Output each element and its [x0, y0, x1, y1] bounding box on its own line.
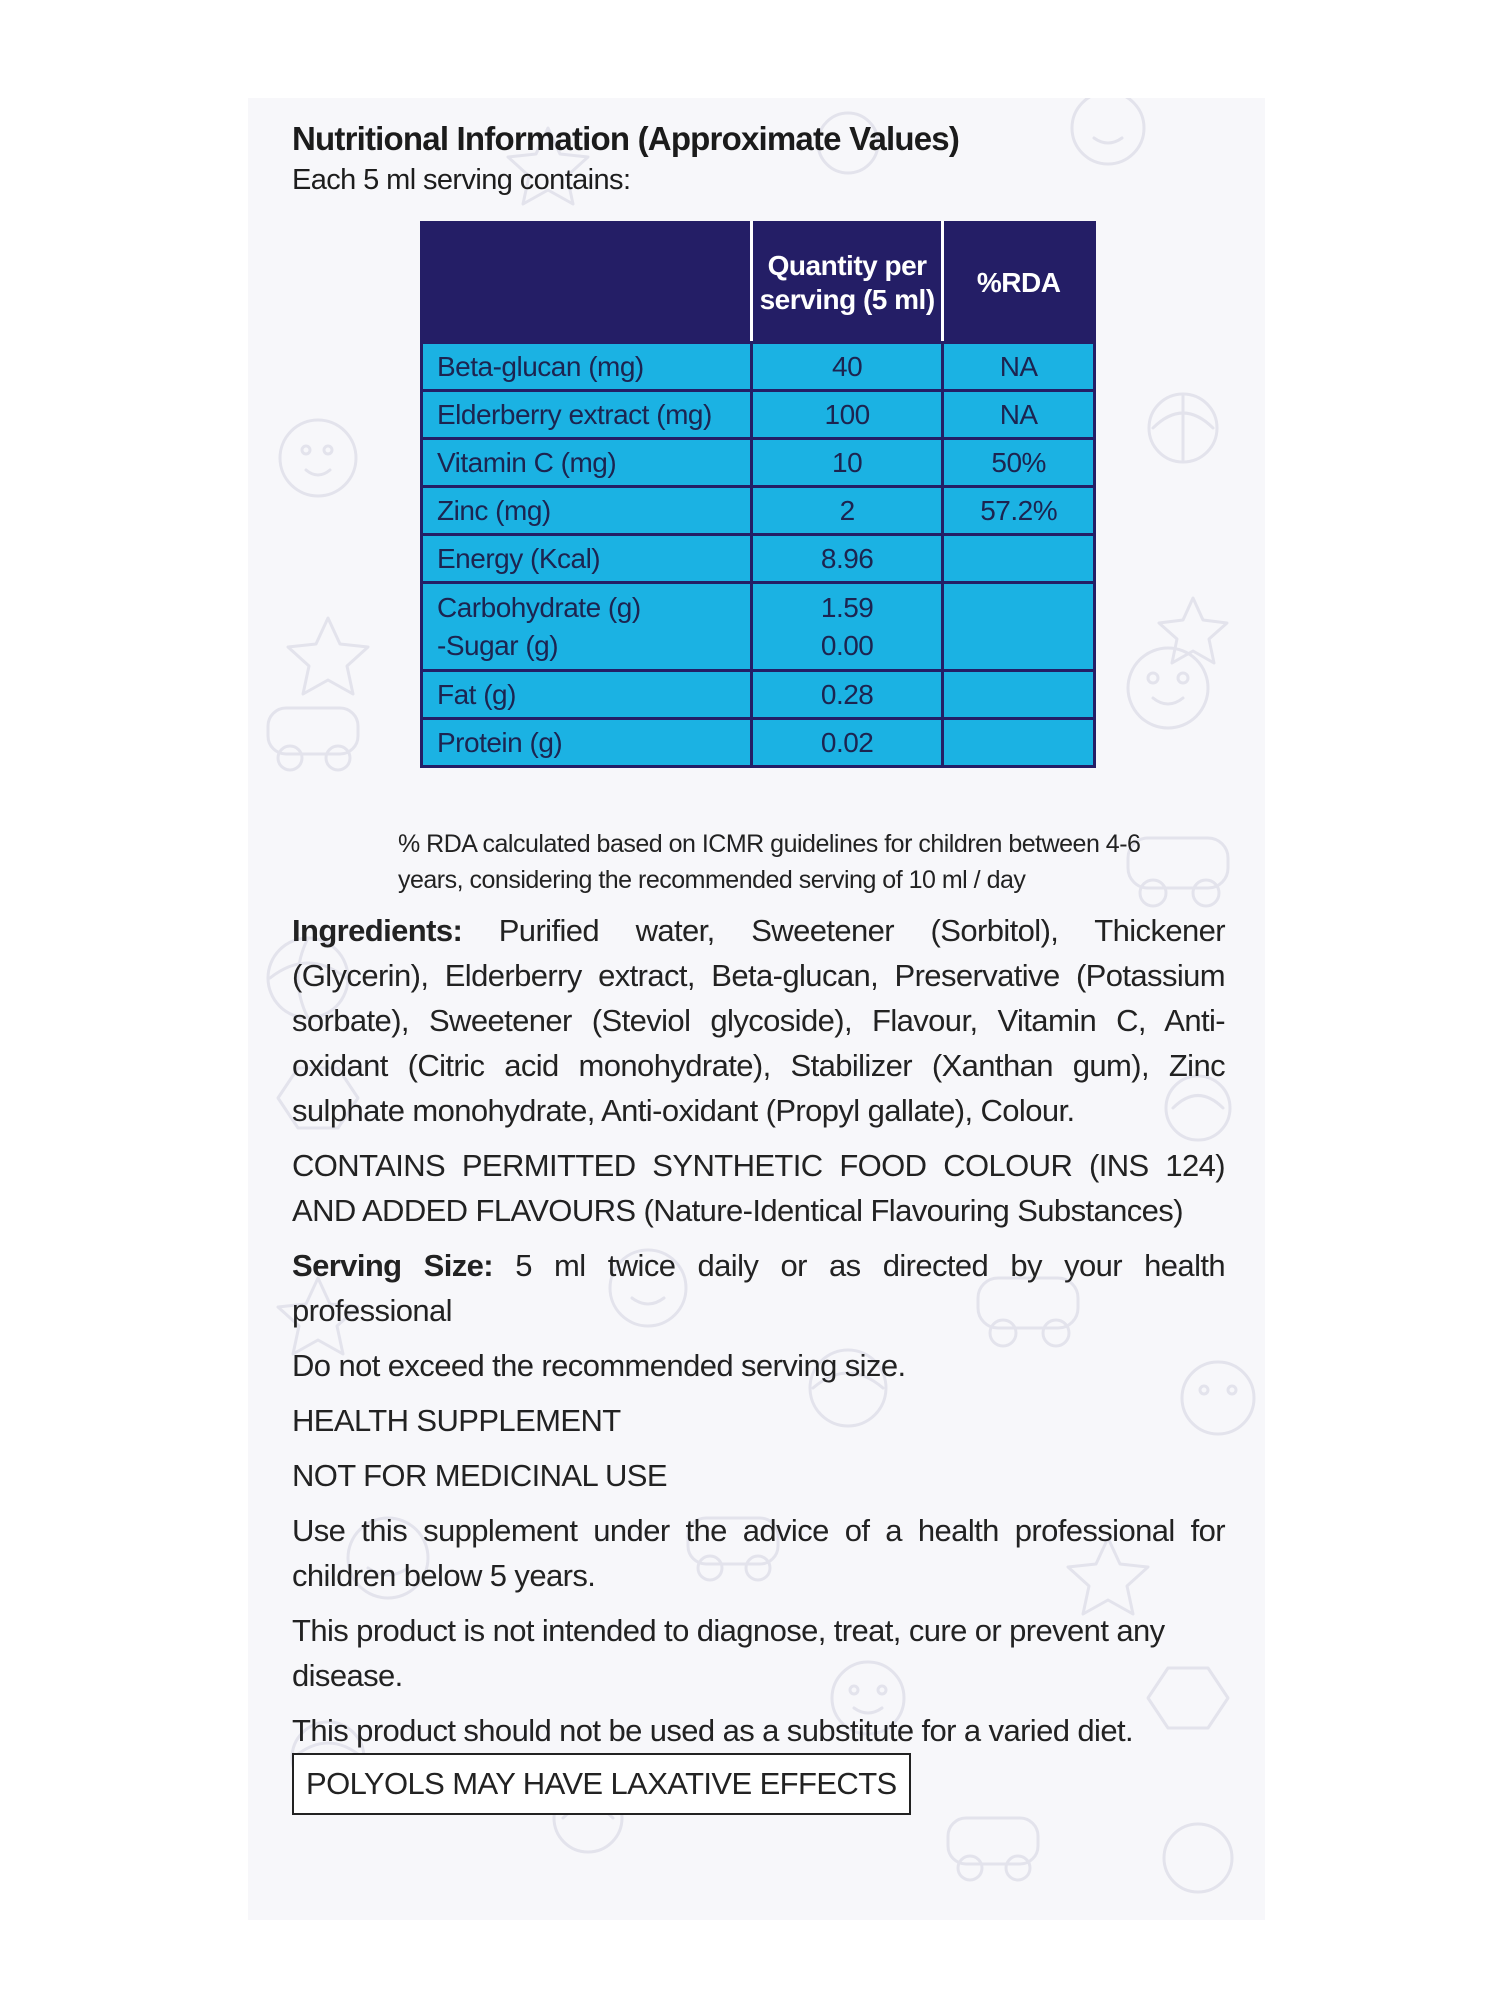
quantity-value	[751, 583, 942, 671]
rda-value	[943, 719, 1095, 767]
quantity-value: 2	[751, 487, 942, 535]
rda-value: 57.2%	[943, 487, 1095, 535]
label-panel	[248, 98, 1265, 1920]
quantity-sub: 0.00	[820, 629, 874, 661]
not-medicinal-statement: NOT FOR MEDICINAL USE	[292, 1458, 667, 1493]
rda-footnote: % RDA calculated based on ICMR guidelines for children between 4-6 years, considering the recommended serving of 10 ml / day	[398, 830, 1141, 894]
serving-subtitle: Each 5 ml serving contains:	[292, 164, 631, 196]
nutrient-name: Zinc (mg)	[422, 487, 752, 535]
table-row	[422, 439, 1095, 487]
not-intended-statement: This product is not intended to diagnose, treat, cure or prevent any disease.	[292, 1613, 1165, 1693]
header-quantity: Quantity per serving (5 ml)	[751, 223, 942, 343]
laxative-warning-box: POLYOLS MAY HAVE LAXATIVE EFFECTS	[292, 1753, 911, 1815]
nutrient-name	[422, 583, 752, 671]
header-nutrient	[422, 223, 752, 343]
quantity-value: 40	[751, 343, 942, 391]
ingredients-paragraph	[292, 908, 1225, 1133]
table-row	[422, 487, 1095, 535]
rda-value: NA	[943, 343, 1095, 391]
serving-paragraph	[292, 1243, 1225, 1333]
header-rda: %RDA	[943, 223, 1095, 343]
rda-value	[943, 671, 1095, 719]
quantity-value: 0.28	[751, 671, 942, 719]
table-row	[422, 583, 1095, 671]
quantity-main: 1.59	[820, 591, 874, 623]
nutrient-name: Protein (g)	[422, 719, 752, 767]
quantity-value: 100	[751, 391, 942, 439]
serving-label: Serving Size:	[292, 1248, 494, 1283]
table-row	[422, 671, 1095, 719]
advice-statement: Use this supplement under the advice of a health professional for children below 5 years.	[292, 1513, 1225, 1593]
rda-value: NA	[943, 391, 1095, 439]
table-header-row	[422, 223, 1095, 343]
table-row	[422, 343, 1095, 391]
serving-text: 5 ml twice daily or as directed by your health professional	[292, 1248, 1226, 1328]
quantity-value: 0.02	[751, 719, 942, 767]
nutrient-sub: -Sugar (g)	[437, 629, 559, 661]
quantity-value: 10	[751, 439, 942, 487]
no-exceed-statement: Do not exceed the recommended serving size.	[292, 1348, 906, 1383]
table-row	[422, 391, 1095, 439]
nutrition-table	[420, 221, 1096, 768]
nutrient-name: Beta-glucan (mg)	[422, 343, 752, 391]
label-body	[292, 908, 1225, 1815]
table-row	[422, 535, 1095, 583]
ingredients-label: Ingredients:	[292, 913, 463, 948]
rda-value	[943, 583, 1095, 671]
nutrient-name: Vitamin C (mg)	[422, 439, 752, 487]
nutrient-name: Fat (g)	[422, 671, 752, 719]
table-row	[422, 719, 1095, 767]
health-supplement-statement: HEALTH SUPPLEMENT	[292, 1403, 621, 1438]
colour-notice: CONTAINS PERMITTED SYNTHETIC FOOD COLOUR (INS 124) AND ADDED FLAVOURS (Nature-Identical Flavouring Substances)	[292, 1148, 1225, 1228]
rda-value	[943, 535, 1095, 583]
nutrition-title: Nutritional Information (Approximate Values)	[292, 120, 960, 157]
quantity-value: 8.96	[751, 535, 942, 583]
not-substitute-statement: This product should not be used as a substitute for a varied diet.	[292, 1713, 1133, 1748]
ingredients-text: Purified water, Sweetener (Sorbitol), Thickener (Glycerin), Elderberry extract, Beta-glucan, Preservative (Potassium sorbate), Sweetener (Steviol glycoside), Flavour, Vitamin C, Anti-oxidant (Citric acid monohydrate), Stabilizer (Xanthan gum), Zinc sulphate monohydrate, Anti-oxidant (Propyl gallate), Colour.	[292, 913, 1225, 1128]
rda-value: 50%	[943, 439, 1095, 487]
nutrient-name: Energy (Kcal)	[422, 535, 752, 583]
nutrient-name: Elderberry extract (mg)	[422, 391, 752, 439]
nutrient-main: Carbohydrate (g)	[437, 591, 641, 623]
